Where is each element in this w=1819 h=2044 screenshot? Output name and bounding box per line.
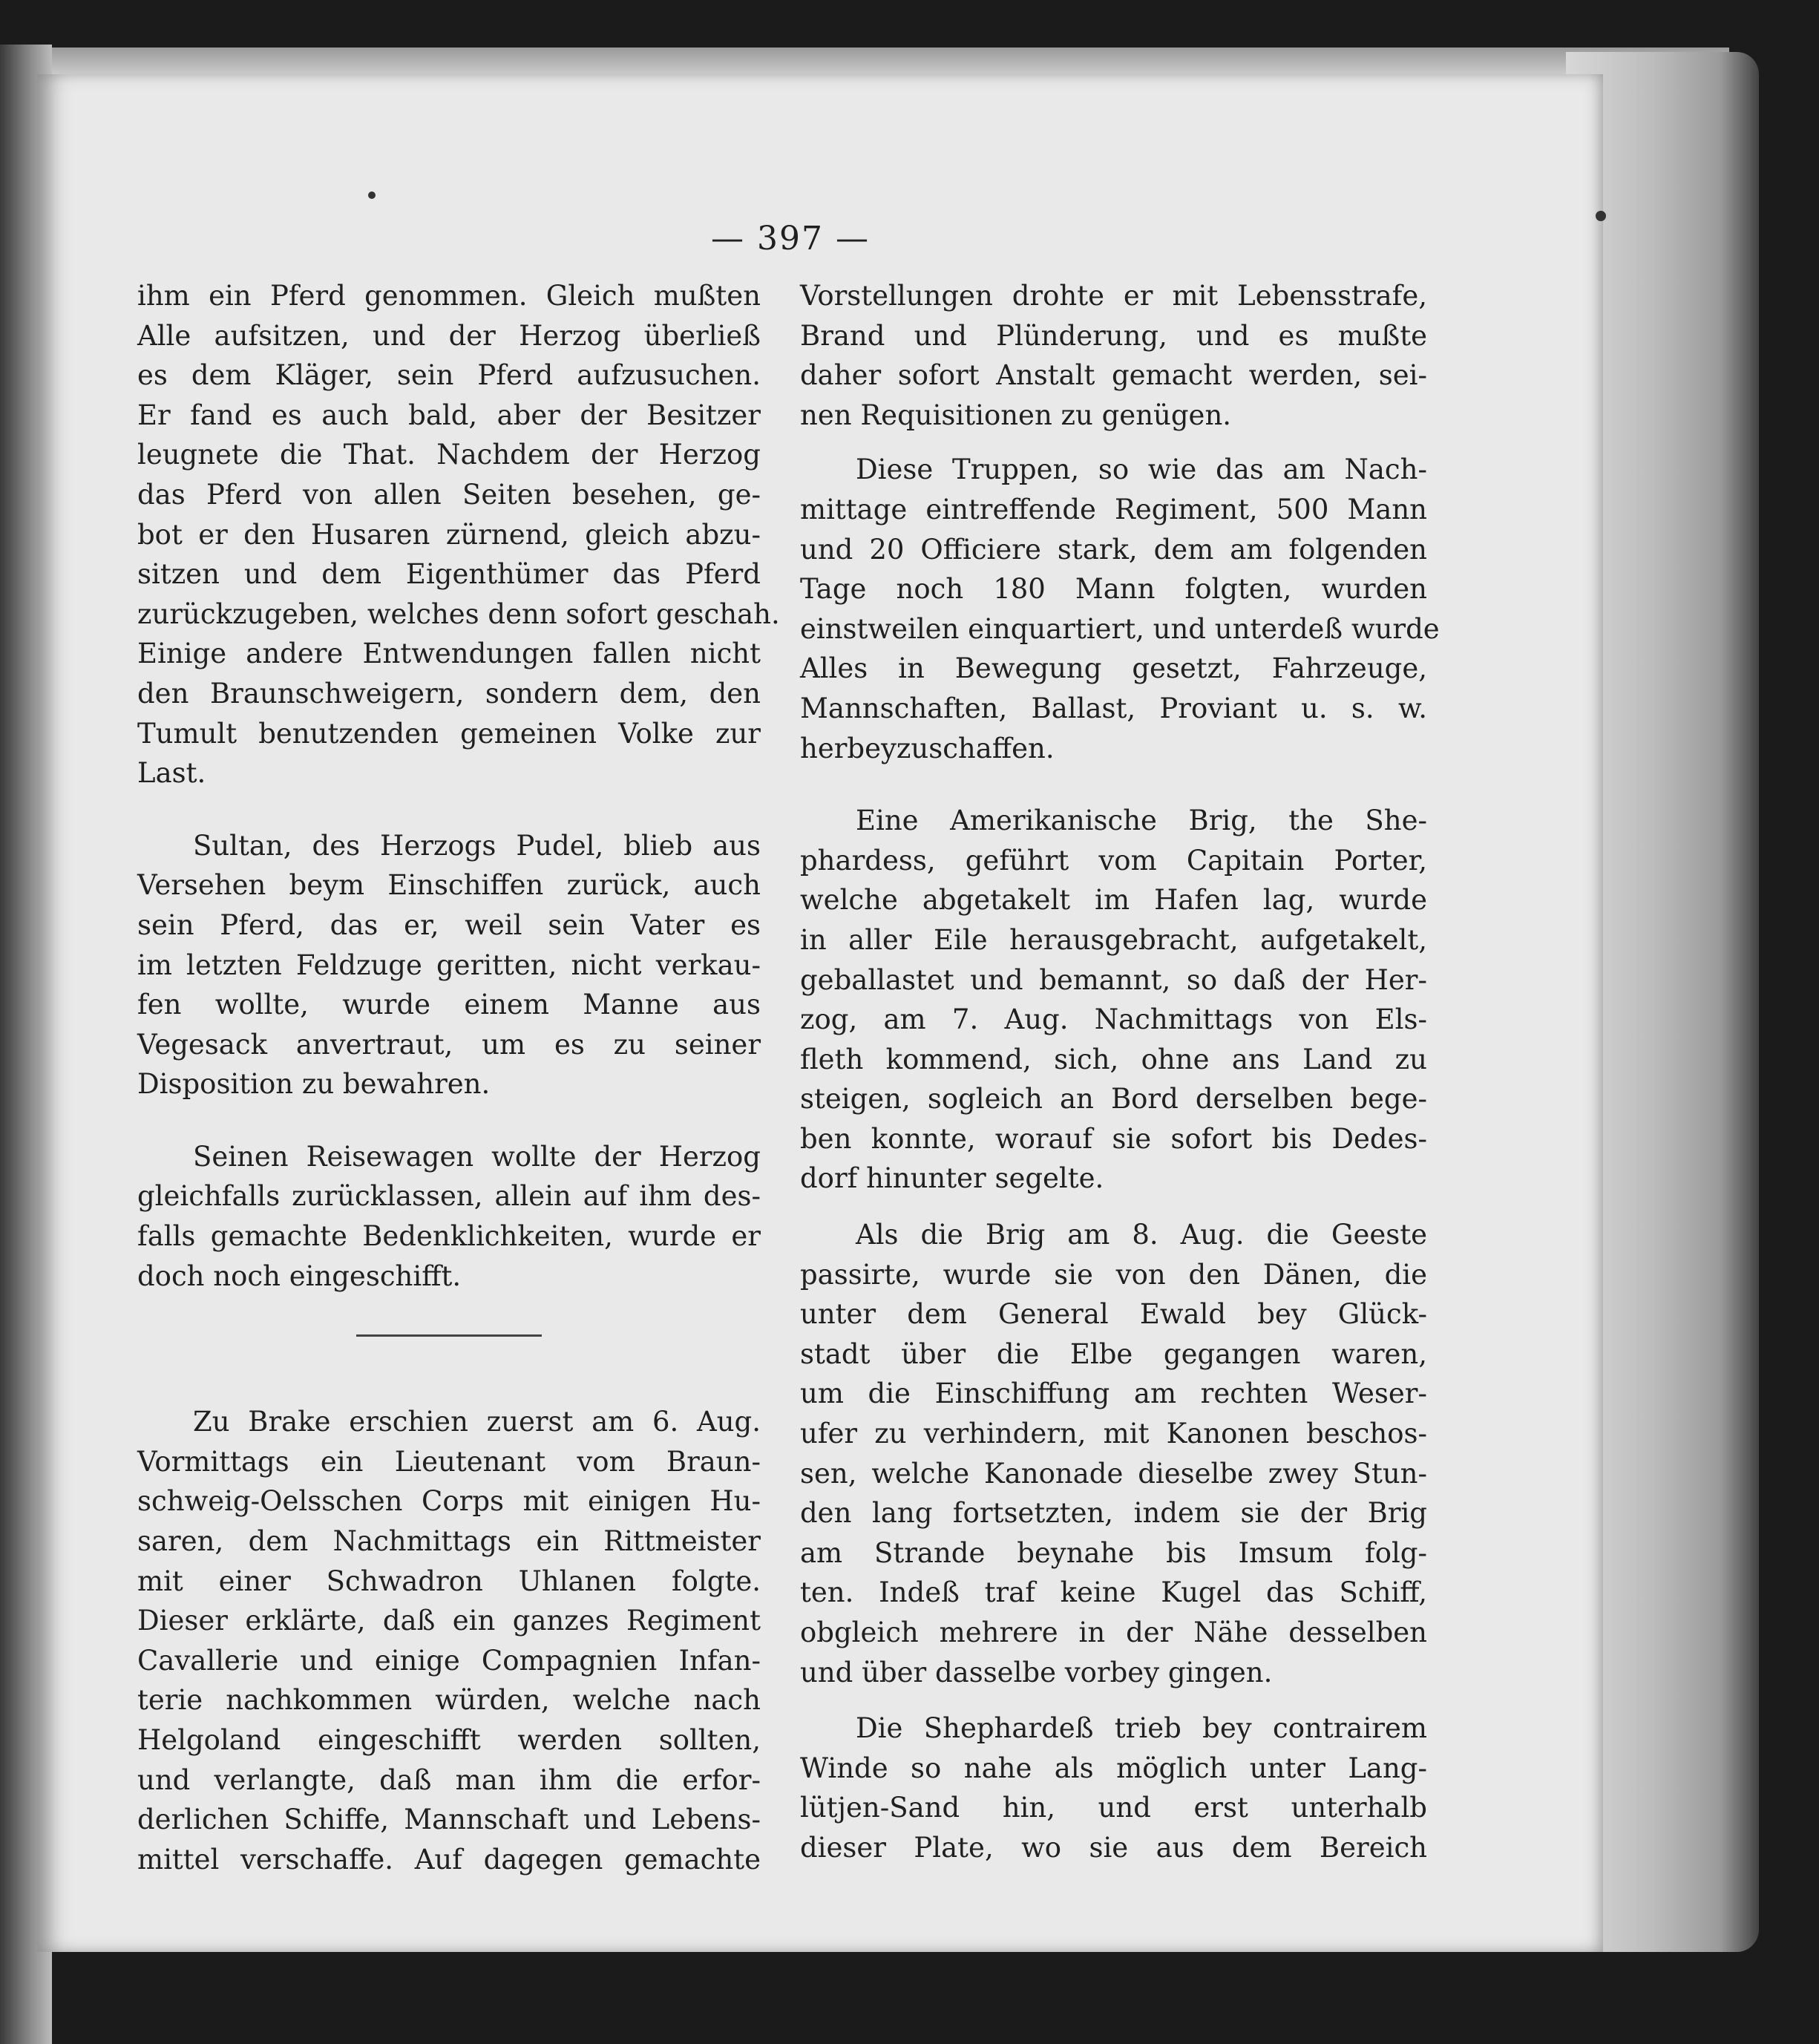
text-line: herbeyzuschaffen. bbox=[800, 732, 1055, 764]
text-line: Tumult benutzenden gemeinen Volke zur bbox=[137, 717, 761, 750]
paragraph bbox=[137, 826, 761, 1104]
text-line: Cavallerie und einige Compagnien Infan- bbox=[137, 1644, 761, 1677]
text-line: bot er den Husaren zürnend, gleich abzu- bbox=[137, 518, 761, 551]
text-line: derlichen Schiffe, Mannschaft und Lebens- bbox=[137, 1804, 761, 1836]
text-line: unter dem General Ewald bey Glück- bbox=[800, 1298, 1427, 1331]
text-line: ufer zu verhindern, mit Kanonen beschos- bbox=[800, 1418, 1427, 1450]
text-line: und verlangte, daß man ihm die erfor- bbox=[137, 1763, 761, 1796]
text-line: am Strande beynahe bis Imsum folg- bbox=[800, 1536, 1427, 1569]
text-line: steigen, sogleich an Bord derselben bege- bbox=[800, 1083, 1427, 1116]
text-line: falls gemachte Bedenklichkeiten, wurde er bbox=[137, 1220, 761, 1253]
text-line: sein Pferd, das er, weil sein Vater es bbox=[137, 908, 761, 941]
text-line: Einige andere Entwendungen fallen nicht bbox=[137, 638, 761, 670]
right-column bbox=[800, 276, 1440, 1868]
text-line: Als die Brig am 8. Aug. die Geeste bbox=[856, 1219, 1427, 1251]
paragraph bbox=[137, 1137, 761, 1296]
ink-speck bbox=[368, 191, 376, 199]
paragraph bbox=[800, 450, 1440, 768]
text-line: sen, welche Kanonade dieselbe zwey Stun- bbox=[800, 1457, 1427, 1490]
text-line: phardess, geführt vom Capitain Porter, bbox=[800, 844, 1427, 877]
text-line: einstweilen einquartiert, und unterdeß wurde bbox=[800, 612, 1440, 645]
paragraph bbox=[800, 1709, 1427, 1867]
text-line: ten. Indeß traf keine Kugel das Schiff, bbox=[800, 1576, 1427, 1609]
text-line: Die Shephardeß trieb bey contrairem bbox=[856, 1712, 1427, 1745]
text-line: den Braunschweigern, sondern dem, den bbox=[137, 677, 761, 710]
text-line: es dem Kläger, sein Pferd aufzusuchen. bbox=[137, 359, 761, 392]
paragraph bbox=[800, 801, 1427, 1199]
ink-speck bbox=[1596, 211, 1606, 221]
text-line: lütjen-Sand hin, und erst unterhalb bbox=[800, 1792, 1427, 1824]
text-line: Alles in Bewegung gesetzt, Fahrzeuge, bbox=[800, 652, 1427, 685]
book-top-edge bbox=[0, 48, 1729, 77]
text-line: Last. bbox=[137, 757, 206, 790]
text-line: gleichfalls zurücklassen, allein auf ihm des- bbox=[137, 1180, 761, 1213]
text-line: in aller Eile herausgebracht, aufgetakelt, bbox=[800, 923, 1427, 956]
text-line: Helgoland eingeschifft werden sollten, bbox=[137, 1724, 761, 1756]
text-line: und über dasselbe vorbey gingen. bbox=[800, 1656, 1273, 1688]
text-line: Alle aufsitzen, und der Herzog überließ bbox=[137, 319, 761, 352]
text-line: fleth kommend, sich, ohne ans Land zu bbox=[800, 1043, 1427, 1075]
text-line: im letzten Feldzuge geritten, nicht verkau- bbox=[137, 949, 761, 981]
text-line: sitzen und dem Eigenthümer das Pferd bbox=[137, 558, 761, 591]
text-line: geballastet und bemannt, so daß der Her- bbox=[800, 963, 1427, 996]
text-line: dieser Plate, wo sie aus dem Bereich bbox=[800, 1831, 1427, 1864]
text-line: Vorstellungen drohte er mit Lebensstrafe, bbox=[800, 280, 1427, 312]
text-line: ben konnte, worauf sie sofort bis Dedes- bbox=[800, 1122, 1427, 1155]
text-line: doch noch eingeschifft. bbox=[137, 1260, 462, 1292]
text-line: nen Requisitionen zu genügen. bbox=[800, 399, 1232, 431]
text-line: Winde so nahe als möglich unter Lang- bbox=[800, 1752, 1427, 1784]
page-number: — 397 — bbox=[711, 220, 870, 258]
text-line: Tage noch 180 Mann folgten, wurden bbox=[800, 573, 1427, 606]
text-line: obgleich mehrere in der Nähe desselben bbox=[800, 1616, 1427, 1648]
text-line: stadt über die Elbe gegangen waren, bbox=[800, 1337, 1427, 1370]
text-line: schweig-Oelsschen Corps mit einigen Hu- bbox=[137, 1485, 761, 1518]
text-line: Vegesack anvertraut, um es zu seiner bbox=[137, 1028, 761, 1061]
text-line: fen wollte, wurde einem Manne aus bbox=[137, 989, 761, 1021]
text-line: Zu Brake erschien zuerst am 6. Aug. bbox=[193, 1406, 761, 1438]
text-line: terie nachkommen würden, welche nach bbox=[137, 1684, 761, 1717]
text-line: Brand und Plünderung, und es mußte bbox=[800, 319, 1427, 352]
text-line: leugnete die That. Nachdem der Herzog bbox=[137, 439, 761, 471]
text-line: welche abgetakelt im Hafen lag, wurde bbox=[800, 884, 1427, 917]
text-line: Mannschaften, Ballast, Proviant u. s. w. bbox=[800, 692, 1427, 724]
text-line: den lang fortsetzten, indem sie der Brig bbox=[800, 1497, 1427, 1530]
paragraph bbox=[137, 276, 780, 793]
text-line: Versehen beym Einschiffen zurück, auch bbox=[137, 869, 761, 902]
left-column bbox=[137, 276, 780, 1879]
text-line: mit einer Schwadron Uhlanen folgte. bbox=[137, 1565, 761, 1597]
text-line: saren, dem Nachmittags ein Rittmeister bbox=[137, 1525, 761, 1558]
paragraph bbox=[800, 1215, 1427, 1692]
text-line: Sultan, des Herzogs Pudel, blieb aus bbox=[193, 829, 761, 862]
text-line: Dieser erklärte, daß ein ganzes Regiment bbox=[137, 1605, 761, 1637]
paragraph bbox=[137, 1402, 761, 1879]
text-line: ihm ein Pferd genommen. Gleich mußten bbox=[137, 280, 761, 312]
text-line: Er fand es auch bald, aber der Besitzer bbox=[137, 399, 761, 431]
text-line: mittage eintreffende Regiment, 500 Mann bbox=[800, 493, 1427, 525]
text-line: zog, am 7. Aug. Nachmittags von Els- bbox=[800, 1003, 1427, 1036]
text-line: mittel verschaffe. Auf dagegen gemachte bbox=[137, 1843, 761, 1876]
text-line: das Pferd von allen Seiten besehen, ge- bbox=[137, 478, 761, 511]
paragraph bbox=[800, 276, 1427, 435]
text-line: zurückzugeben, welches denn sofort geschah. bbox=[137, 597, 780, 630]
text-line: dorf hinunter segelte. bbox=[800, 1162, 1104, 1195]
text-line: Diese Truppen, so wie das am Nach- bbox=[856, 453, 1427, 486]
text-line: Eine Amerikanische Brig, the She- bbox=[856, 805, 1427, 837]
text-line: daher sofort Anstalt gemacht werden, sei- bbox=[800, 359, 1427, 392]
text-line: Vormittags ein Lieutenant vom Braun- bbox=[137, 1445, 761, 1478]
text-line: Disposition zu bewahren. bbox=[137, 1068, 491, 1101]
text-line: passirte, wurde sie von den Dänen, die bbox=[800, 1258, 1427, 1291]
text-line: um die Einschiffung am rechten Weser- bbox=[800, 1378, 1427, 1410]
text-line: und 20 Officiere stark, dem am folgenden bbox=[800, 533, 1427, 566]
text-line: Seinen Reisewagen wollte der Herzog bbox=[193, 1140, 761, 1173]
